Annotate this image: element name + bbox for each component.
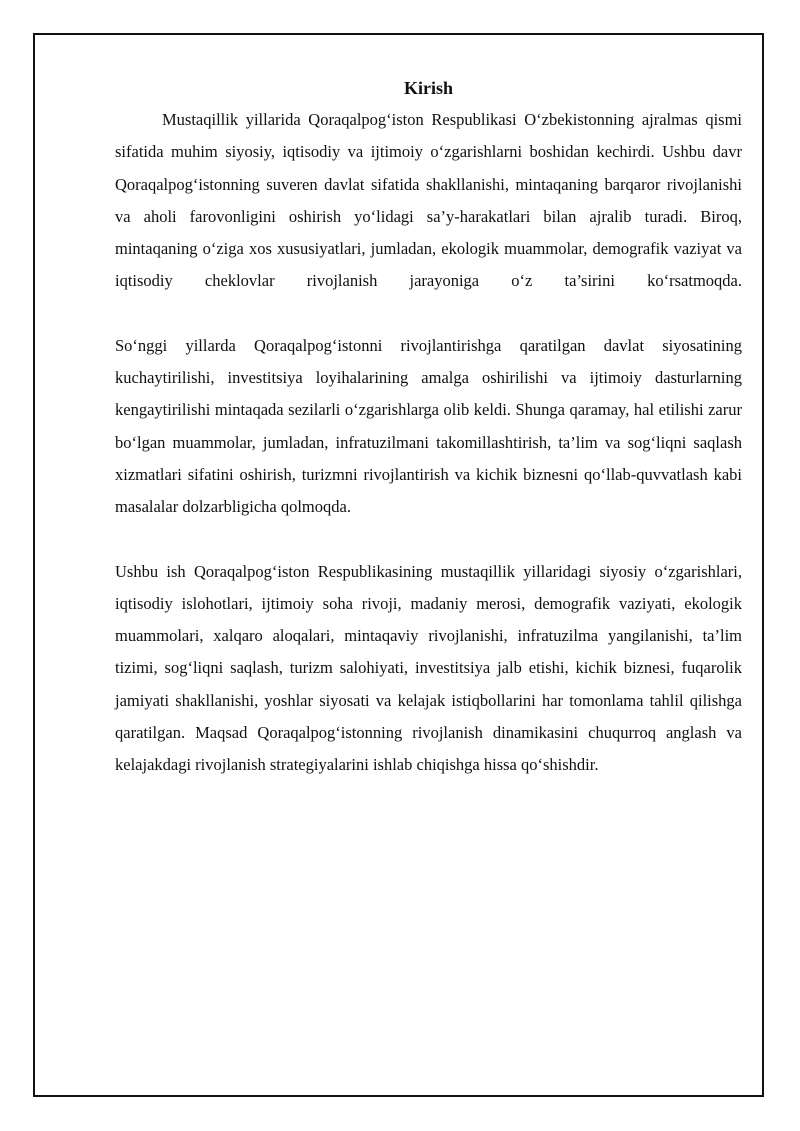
paragraph-2: So‘nggi yillarda Qoraqalpog‘istonni rivojlantirishga qaratilgan davlat siyosatining kuchaytirilishi, investitsiya loyihalarining amalga oshirilishi va ijtimoiy dasturlarning kengaytirilishi mintaqada sezilarli o‘zgarishlarga olib keldi. Shunga qaramay, hal etilishi zarur bo‘lgan muammolar, jumladan, infratuzilmani takomillashtirish, ta’lim va sog‘liqni saqlash xizmatlari sifatini oshirish, turizmni rivojlantirish va kichik biznesni qo‘llab-quvvatlash kabi masalalar dolzarbligicha qolmoqda. — [115, 335, 742, 517]
paragraph-gap — [115, 524, 742, 556]
paragraph-1: Mustaqillik yillarida Qoraqalpog‘iston Respublikasi O‘zbekistonning ajralmas qismi sifatida muhim siyosiy, iqtisodiy va ijtimoiy o‘zgarishlarni boshidan kechirdi. Ushbu davr Qoraqalpog‘istonning suveren davlat sifatida shakllanishi, mintaqaning barqaror rivojlanishi va aholi farovonligini oshirish yo‘lidagi sa’y-harakatlari bilan ajralib turadi. Biroq, mintaqaning o‘ziga xos xususiyatlari, jumladan, ekologik muammolar, demografik vaziyat va iqtisodiy cheklovlar rivojlanish jarayoniga o‘z ta’sirini ko‘rsatmoqda. — [115, 110, 742, 291]
paragraph-gap — [115, 298, 742, 330]
document-body — [115, 75, 742, 782]
document-title: Kirish — [403, 78, 453, 98]
paragraph-3: Ushbu ish Qoraqalpog‘iston Respublikasining mustaqillik yillaridagi siyosiy o‘zgarishlari, iqtisodiy islohotlari, ijtimoiy soha rivoji, madaniy merosi, demografik vaziyati, ekologik muammolari, xalqaro aloqalari, mintaqaviy rivojlanishi, infratuzilma yangilanishi, ta’lim tizimi, sog‘liqni saqlash, turizm salohiyati, investitsiya jalb etishi, kichik biznesi, fuqarolik jamiyati shakllanishi, yoshlar siyosati va kelajak istiqbollarini har tomonlama tahlil qilishga qaratilgan. Maqsad Qoraqalpog‘istonning rivojlanish dinamikasini chuqurroq anglash va kelajakdagi rivojlanish strategiyalarini ishlab chiqishga hissa qo‘shishdir. — [115, 561, 742, 775]
